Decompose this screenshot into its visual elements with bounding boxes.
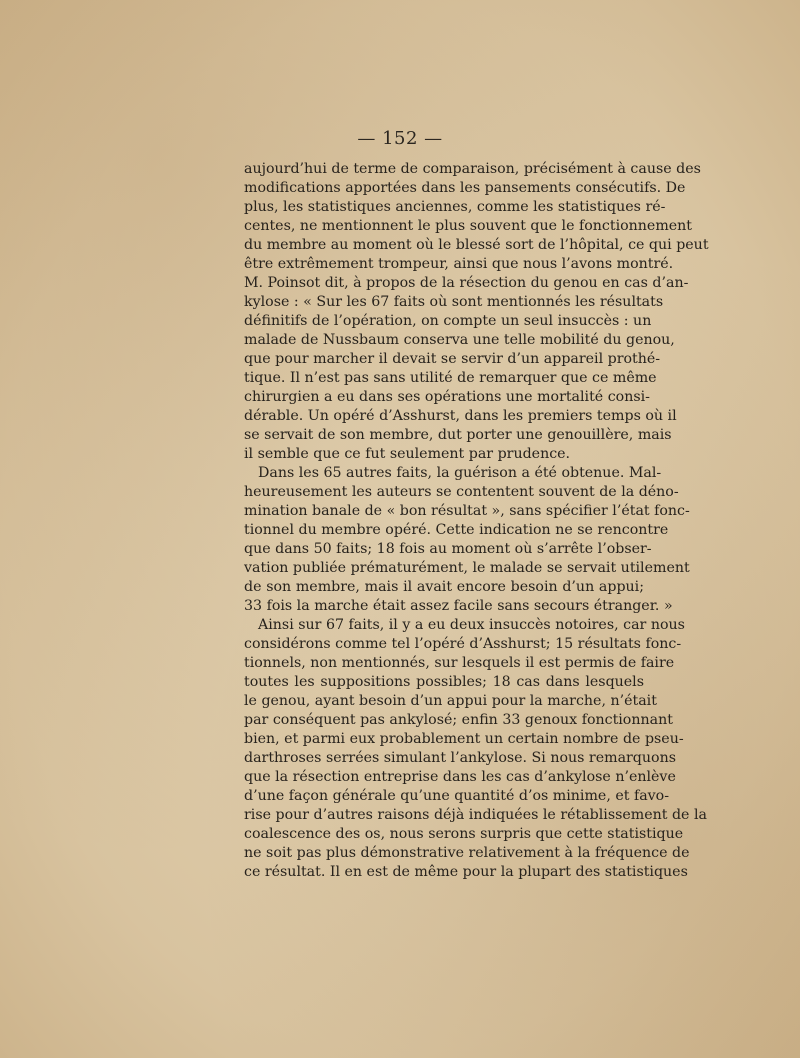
text-line: 33 fois la marche était assez facile sans secours étranger. »	[244, 598, 673, 614]
text-line: darthroses serrées simulant l’ankylose. Si nous remarquons	[244, 750, 676, 766]
text-line: être extrêmement trompeur, ainsi que nous l’avons montré.	[244, 256, 674, 272]
text-line: kylose : « Sur les 67 faits où sont mentionnés les résultats	[244, 294, 664, 310]
text-line: bien, et parmi eux probablement un certain nombre de pseu-	[244, 731, 684, 747]
text-line: Dans les 65 autres faits, la guérison a été obtenue. Mal-	[258, 465, 662, 481]
text-line: se servait de son membre, dut porter une genouillère, mais	[244, 427, 672, 443]
text-line: toutes les suppositions possibles; 18 cas dans lesquels	[244, 674, 644, 690]
text-line: vation publiée prématurément, le malade se servait utilement	[244, 560, 690, 576]
text-line: le genou, ayant besoin d’un appui pour la marche, n’était	[244, 693, 657, 709]
text-line: dérable. Un opéré d’Asshurst, dans les premiers temps où il	[244, 408, 677, 424]
text-line: M. Poinsot dit, à propos de la résection du genou en cas d’an-	[244, 275, 689, 291]
text-line: d’une façon générale qu’une quantité d’os minime, et favo-	[244, 788, 670, 804]
text-line: que pour marcher il devait se servir d’un appareil prothé-	[244, 351, 661, 367]
text-line: centes, ne mentionnent le plus souvent que le fonctionnement	[244, 218, 693, 234]
text-line: ne soit pas plus démonstrative relativement à la fréquence de	[244, 845, 690, 861]
text-line: heureusement les auteurs se contentent souvent de la déno-	[244, 484, 679, 500]
text-line: ce résultat. Il en est de même pour la plupart des statistiques	[244, 864, 688, 880]
text-line: aujourd’hui de terme de comparaison, précisément à cause des	[244, 161, 701, 177]
text-line: tique. Il n’est pas sans utilité de remarquer que ce même	[244, 370, 657, 386]
text-line: tionnels, non mentionnés, sur lesquels il est permis de faire	[244, 655, 675, 671]
text-line: de son membre, mais il avait encore besoin d’un appui;	[244, 579, 644, 595]
text-line: modifications apportées dans les pansements consécutifs. De	[244, 180, 686, 196]
text-line: définitifs de l’opération, on compte un seul insuccès : un	[244, 313, 652, 329]
page-number: — 152 —	[357, 128, 443, 149]
text-line: il semble que ce fut seulement par prudence.	[244, 446, 571, 462]
text-line: malade de Nussbaum conserva une telle mobilité du genou,	[244, 332, 675, 348]
text-line: tionnel du membre opéré. Cette indication ne se rencontre	[244, 522, 669, 538]
text-line: Ainsi sur 67 faits, il y a eu deux insuccès notoires, car nous	[258, 617, 685, 633]
text-line: du membre au moment où le blessé sort de l’hôpital, ce qui peut	[244, 237, 709, 253]
text-line: mination banale de « bon résultat », sans spécifier l’état fonc-	[244, 503, 690, 519]
text-line: que dans 50 faits; 18 fois au moment où s’arrête l’obser-	[244, 541, 652, 557]
text-line: plus, les statistiques anciennes, comme les statistiques ré-	[244, 199, 666, 215]
text-line: par conséquent pas ankylosé; enfin 33 genoux fonctionnant	[244, 712, 673, 728]
text-line: rise pour d’autres raisons déjà indiquées le rétablissement de la	[244, 807, 707, 823]
body-text	[244, 160, 709, 882]
text-line: considérons comme tel l’opéré d’Asshurst; 15 résultats fonc-	[244, 636, 682, 652]
text-line: chirurgien a eu dans ses opérations une mortalité consi-	[244, 389, 650, 405]
text-line: que la résection entreprise dans les cas d’ankylose n’enlève	[244, 769, 676, 785]
text-line: coalescence des os, nous serons surpris que cette statistique	[244, 826, 684, 842]
